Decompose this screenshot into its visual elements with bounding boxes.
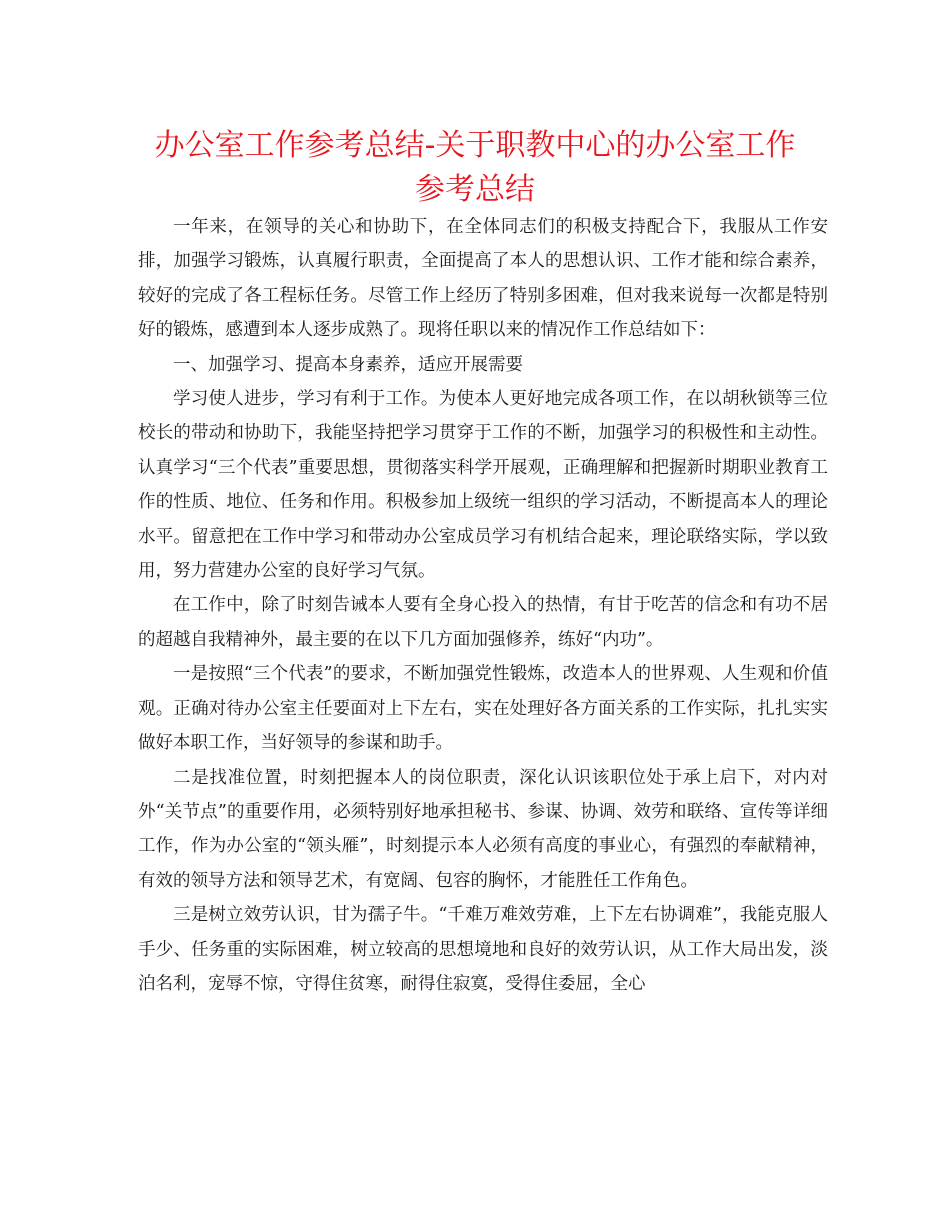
paragraph-work-attitude: 在工作中，除了时刻告诫本人要有全身心投入的热情，有甘于吃苦的信念和有功不居的超越自我精神外，最主要的在以下几方面加强修养，练好“内功”。: [138, 595, 828, 650]
section-heading-1: 一、加强学习、提高本身素养，适应开展需要: [173, 354, 523, 375]
document-title-line-1: 办公室工作参考总结-关于职教中心的办公室工作: [154, 128, 796, 163]
document-title-line-2: 参考总结: [415, 172, 535, 207]
paragraph-point-2: 二是找准位置，时刻把握本人的岗位职责，深化认识该职位处于承上启下，对内对外“关节点”的重要作用，必须特别好地承担秘书、参谋、协调、效劳和联络、宣传等详细工作，作为办公室的“领头雁”，时刻提示本人必须有高度的事业心，有强烈的奉献精神，有效的领导方法和领导艺术，有宽阔、包容的胸怀，才能胜任工作角色。: [138, 767, 828, 891]
paragraph-point-1: 一是按照“三个代表”的要求，不断加强党性锻炼，改造本人的世界观、人生观和价值观。正确对待办公室主任要面对上下左右，实在处理好各方面关系的工作实际，扎扎实实做好本职工作，当好领导的参谋和助手。: [138, 664, 828, 754]
paragraph-study: 学习使人进步，学习有利于工作。为使本人更好地完成各项工作，在以胡秋锁等三位校长的带动和协助下，我能坚持把学习贯穿于工作的不断，加强学习的积极性和主动性。认真学习“三个代表”重要思想，贯彻落实科学开展观，正确理解和把握新时期职业教育工作的性质、地位、任务和作用。积极参加上级统一组织的学习活动，不断提高本人的理论水平。留意把在工作中学习和带动办公室成员学习有机结合起来，理论联络实际，学以致用，努力营建办公室的良好学习气氛。: [138, 389, 828, 582]
document-body: [138, 210, 828, 1001]
paragraph-point-3: 三是树立效劳认识，甘为孺子牛。“千难万难效劳难，上下左右协调难”，我能克服人手少、任务重的实际困难，树立较高的思想境地和良好的效劳认识，从工作大局出发，淡泊名利，宠辱不惊，守得住贫寒，耐得住寂寞，受得住委屈，全心: [138, 905, 828, 994]
paragraph-intro: 一年来，在领导的关心和协助下，在全体同志们的积极支持配合下，我服从工作安排，加强学习锻炼，认真履行职责，全面提高了本人的思想认识、工作才能和综合素养，较好的完成了各工程标任务。尽管工作上经历了特别多困难，但对我来说每一次都是特别好的锻炼，感遭到本人逐步成熟了。现将任职以来的情况作工作总结如下：: [138, 217, 828, 341]
